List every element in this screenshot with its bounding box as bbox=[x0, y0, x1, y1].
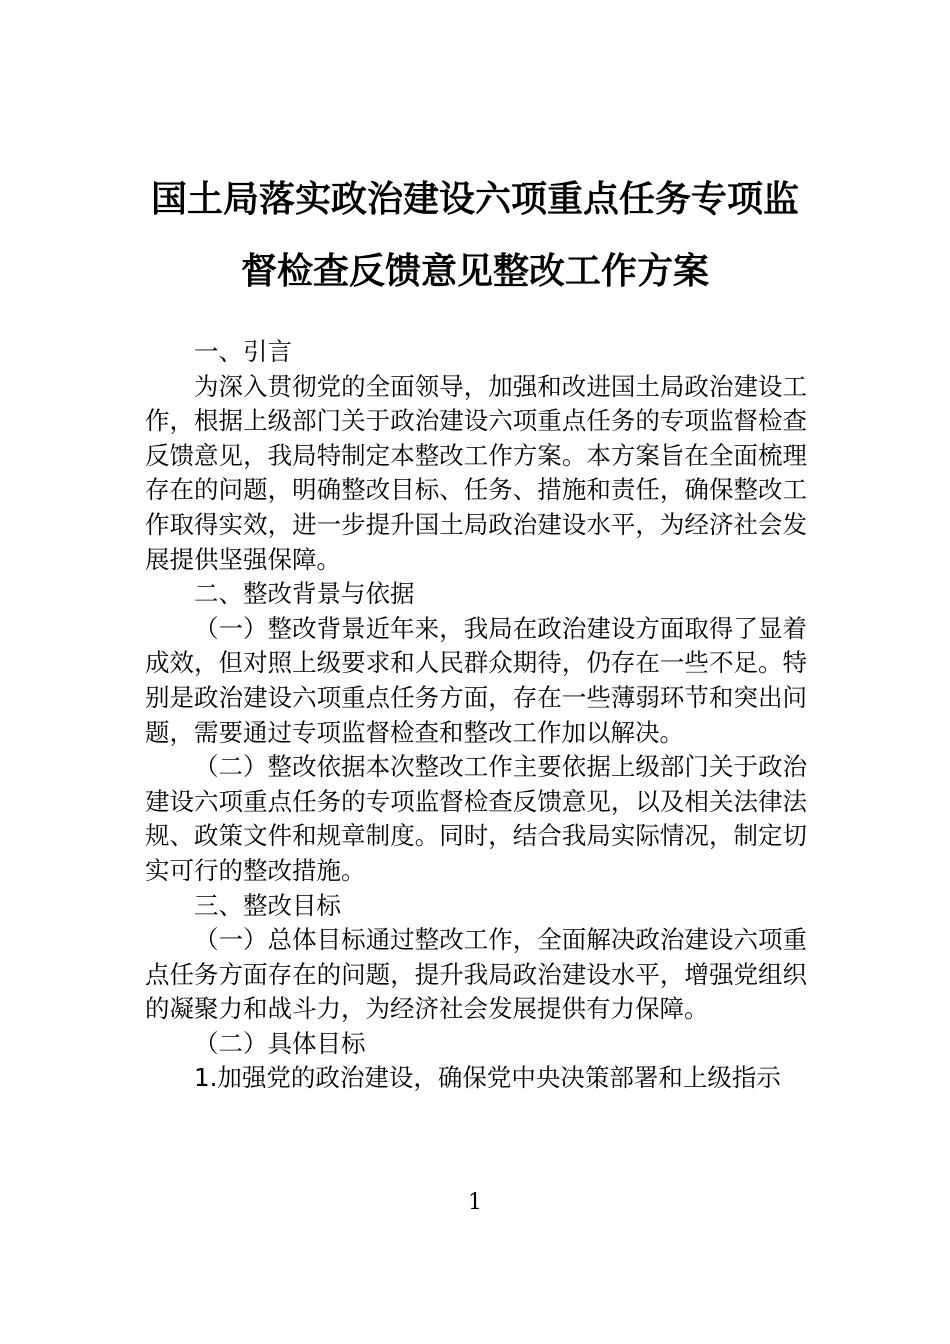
section-heading-introduction: 一、引言 bbox=[194, 337, 292, 366]
subheading-specific-goals: （二）具体目标 bbox=[194, 1028, 366, 1058]
document-title bbox=[145, 164, 805, 308]
title-line-1: 国土局落实政治建设六项重点任务专项监 bbox=[150, 179, 799, 220]
paragraph-background: （一）整改背景近年来，我局在政治建设方面取得了显着成效，但对照上级要求和人民群众期待，仍存在一些不足。特别是政治建设六项重点任务方面，存在一些薄弱环节和突出问题，需要通过专项监督检查和整改工作加以解决。 bbox=[145, 613, 807, 747]
section-heading-goals: 三、整改目标 bbox=[194, 890, 341, 920]
paragraph-overall-goal: （一）总体目标通过整改工作，全面解决政治建设六项重点任务方面存在的问题，提升我局政治建设水平，增强党组织的凝聚力和战斗力，为经济社会发展提供有力保障。 bbox=[145, 925, 807, 1024]
paragraph-basis: （二）整改依据本次整改工作主要依据上级部门关于政治建设六项重点任务的专项监督检查反馈意见，以及相关法律法规、政策文件和规章制度。同时，结合我局实际情况，制定切实可行的整改措施。 bbox=[145, 752, 807, 885]
paragraph-introduction: 为深入贯彻党的全面领导，加强和改进国土局政治建设工作，根据上级部门关于政治建设六项重点任务的专项监督检查反馈意见，我局特制定本整改工作方案。本方案旨在全面梳理存在的问题，明确整改目标、任务、措施和责任，确保整改工作取得实效，进一步提升国土局政治建设水平，为经济社会发展提供坚强保障。 bbox=[145, 371, 807, 574]
paragraph-specific-goal-1: 1.加强党的政治建设，确保党中央决策部署和上级指示 bbox=[194, 1063, 781, 1093]
document-body bbox=[145, 335, 807, 1096]
section-heading-background: 二、整改背景与依据 bbox=[194, 579, 415, 609]
title-line-2: 督检查反馈意见整改工作方案 bbox=[240, 251, 709, 292]
page-number: 1 bbox=[468, 1190, 482, 1215]
